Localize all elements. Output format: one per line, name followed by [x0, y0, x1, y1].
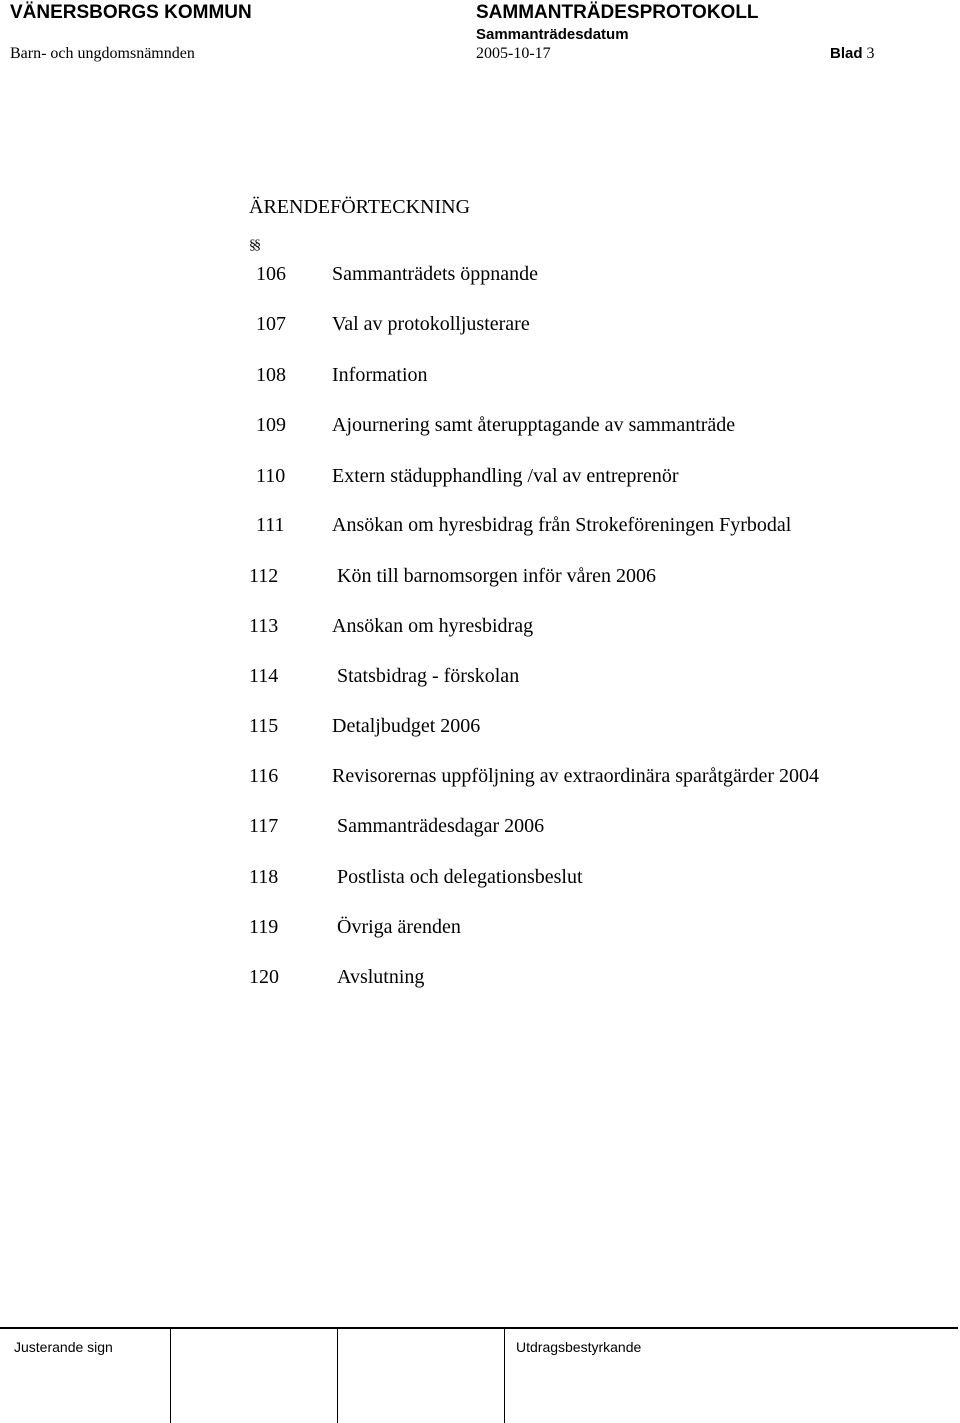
item-number: 106: [256, 263, 286, 285]
item-title: Revisorernas uppföljning av extraordinära sparåtgärder 2004: [332, 765, 820, 787]
item-title: Val av protokolljusterare: [332, 313, 530, 335]
table-divider: [337, 1329, 338, 1423]
utdragsbestyrkande-label: Utdragsbestyrkande: [516, 1339, 642, 1355]
item-number: 119: [249, 916, 279, 938]
item-number: 118: [249, 866, 279, 888]
committee-name: Barn- och ungdomsnämnden: [10, 45, 195, 62]
item-number: 108: [256, 364, 286, 386]
item-title: Postlista och delegationsbeslut: [337, 866, 583, 888]
item-number: 112: [249, 565, 279, 587]
item-title: Ansökan om hyresbidrag: [332, 615, 534, 637]
item-number: 107: [256, 313, 286, 335]
item-title: Statsbidrag - förskolan: [337, 665, 520, 687]
item-title: Sammanträdets öppnande: [332, 263, 539, 285]
organization-name: VÄNERSBORGS KOMMUN: [10, 2, 252, 23]
page-label: Blad: [830, 45, 863, 62]
item-number: 110: [256, 465, 286, 487]
section-sign: §§: [249, 238, 259, 253]
table-divider: [504, 1329, 505, 1423]
item-title: Ansökan om hyresbidrag från Strokeföreningen Fyrbodal: [332, 514, 792, 536]
meeting-date-label: Sammanträdesdatum: [476, 26, 629, 43]
item-title: Detaljbudget 2006: [332, 715, 481, 737]
meeting-date: 2005-10-17: [476, 45, 551, 62]
signature-table: [0, 1327, 958, 1423]
table-divider: [170, 1329, 171, 1423]
item-title: Sammanträdesdagar 2006: [337, 815, 545, 837]
justerande-sign-label: Justerande sign: [14, 1339, 113, 1355]
item-number: 120: [249, 966, 279, 988]
section-title: ÄRENDEFÖRTECKNING: [249, 196, 471, 218]
item-number: 117: [249, 815, 279, 837]
item-title: Extern städupphandling /val av entreprenör: [332, 465, 679, 487]
item-number: 109: [256, 414, 286, 436]
item-title: Kön till barnomsorgen inför våren 2006: [337, 565, 657, 587]
item-number: 111: [256, 514, 285, 536]
item-title: Avslutning: [337, 966, 425, 988]
page-indicator: [830, 45, 875, 63]
item-number: 116: [249, 765, 279, 787]
item-number: 113: [249, 615, 279, 637]
page-number: 3: [866, 45, 875, 62]
item-title: Ajournering samt återupptagande av sammanträde: [332, 414, 736, 436]
document-title: SAMMANTRÄDESPROTOKOLL: [476, 2, 759, 23]
item-title: Övriga ärenden: [337, 916, 461, 938]
item-title: Information: [332, 364, 428, 386]
item-number: 114: [249, 665, 279, 687]
item-number: 115: [249, 715, 279, 737]
